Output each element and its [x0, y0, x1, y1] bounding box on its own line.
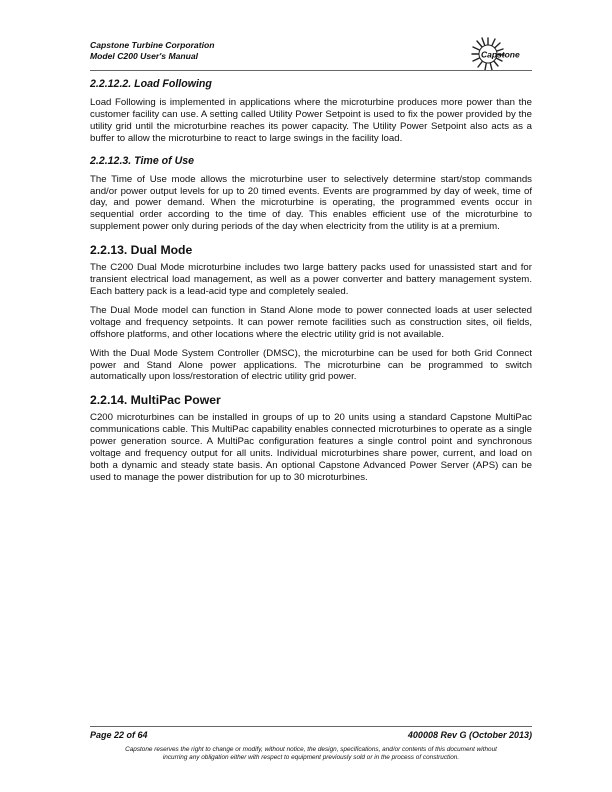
section-dual-mode-heading: 2.2.13. Dual Mode: [90, 243, 193, 258]
disclaimer-line-2: incurring any obligation either with respect to equipment previously sold or in the process of construction.: [162, 754, 460, 761]
disclaimer-line-1: Capstone reserves the right to change or modify, without notice, the design, specifications, and/or contents of this document without: [125, 746, 497, 753]
company-name: Capstone Turbine Corporation: [90, 40, 215, 50]
multipac-paragraph: C200 microturbines can be installed in groups of up to 20 units using a standard Capstone MultiPac communications cable. This MultiPac capability enables connected microturbines to operate as a single power generation source. A MultiPac configuration features a single control point and synchronous voltage and frequency output for all units. Individual microturbines share power, current, and load on both a dynamic and steady state basis. An optional Capstone Advanced Power Server (APS) can be used to manage the power distribution for up to 30 microturbines.: [90, 412, 532, 483]
main-content: [90, 78, 532, 491]
page-number: Page 22 of 64: [90, 730, 148, 740]
dual-mode-paragraph-1: The C200 Dual Mode microturbine includes two large battery packs used for unassisted start and for transient electrical load management, as well as a power converter and battery management system. Each battery pack is a lead-acid type and completely sealed.: [90, 262, 532, 297]
manual-title: Model C200 User's Manual: [90, 50, 199, 61]
header-divider: [90, 70, 532, 71]
time-of-use-paragraph: The Time of Use mode allows the microturbine user to selectively determine start/stop commands and/or power output levels for up to 20 timed events. Events are programmed by day of week, time of day, and power demand. When the microturbine is operating, the programmed events occur in sequential order according to the time of day. This enables efficient use of the microturbine to supplement power only during periods of the day when electricity from the utility is at a premium.: [90, 173, 532, 233]
section-time-of-use-heading: 2.2.12.3. Time of Use: [90, 154, 195, 167]
load-following-paragraph: Load Following is implemented in applications where the microturbine produces more power than the customer facility can use. A setting called Utility Power Setpoint is used to fix the power provided by the utility grid until the microturbine reaches its power capacity. The Utility Power Setpoint also acts as a buffer to allow the microturbine to react to large swings in the facility load.: [90, 97, 532, 144]
capstone-logo: [468, 34, 532, 74]
footer-divider: [90, 726, 532, 727]
section-load-following-heading: 2.2.12.2. Load Following: [90, 78, 212, 90]
dual-mode-paragraph-3: With the Dual Mode System Controller (DMSC), the microturbine can be used for both Grid Connect power and Stand Alone power applications. The microturbine can be programmed to switch automatically upon loss/restoration of electric utility grid power.: [90, 347, 532, 383]
footer-disclaimer: [86, 746, 536, 762]
section-multipac-heading: 2.2.14. MultiPac Power: [90, 393, 221, 408]
dual-mode-paragraph-2: The Dual Mode model can function in Stand Alone mode to power connected loads at user selected voltage and frequency setpoints. It can power remote facilities such as construction sites, oil fields, offshore platforms, and other locations where the electric utility grid is not available.: [90, 304, 532, 340]
page-header: [90, 40, 532, 72]
logo-wordmark: Capstone: [481, 49, 520, 60]
document-revision: 400008 Rev G (October 2013): [407, 730, 532, 740]
